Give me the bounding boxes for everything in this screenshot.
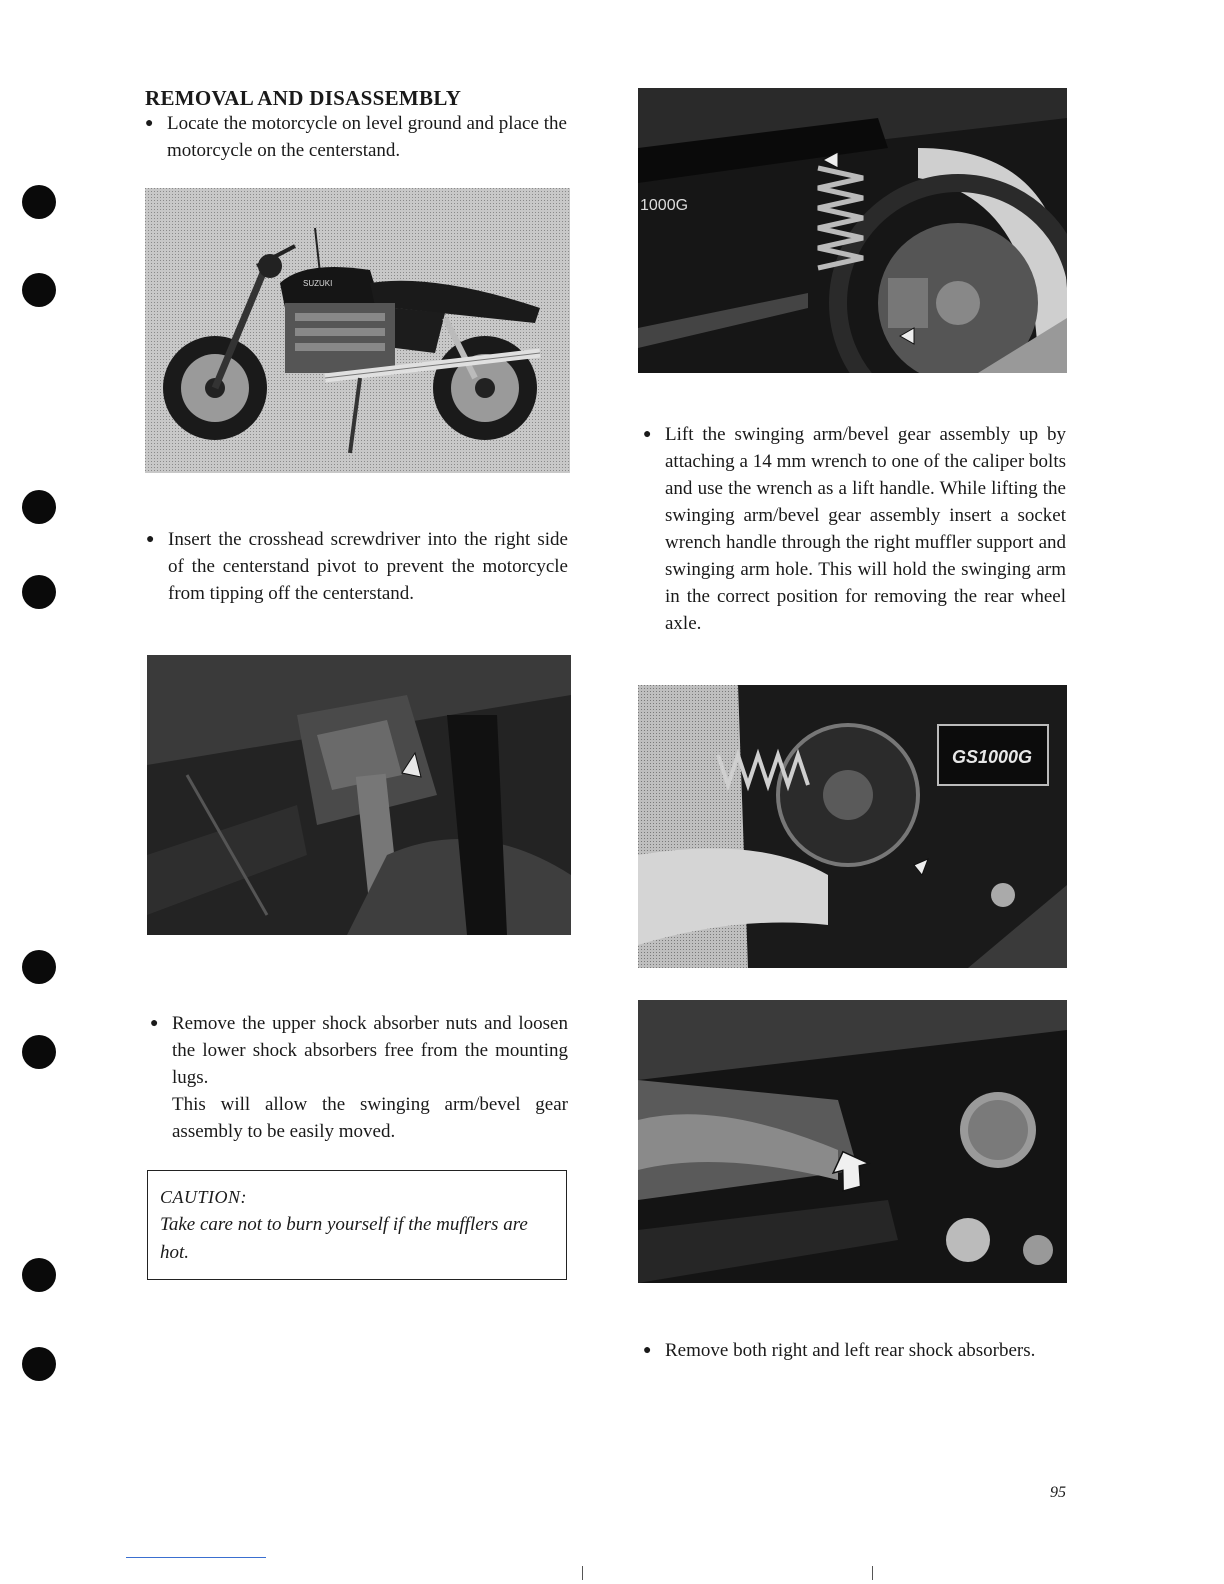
binder-hole	[22, 1035, 56, 1069]
step-text: Locate the motorcycle on level ground and place the motorcycle on the centerstand.	[167, 113, 567, 161]
page-number: 95	[1050, 1484, 1066, 1501]
binder-hole	[22, 273, 56, 307]
step-lift-swinging-arm	[643, 421, 1066, 637]
caution-title: CAUTION:	[160, 1187, 248, 1207]
step-text: Remove both right and left rear shock absorbers.	[665, 1340, 1036, 1361]
binder-hole	[22, 1347, 56, 1381]
tank-logo-text: SUZUKI	[303, 279, 333, 288]
binder-hole	[22, 1258, 56, 1292]
footer-rule	[126, 1557, 266, 1558]
step-remove-upper-shock-nuts	[150, 1010, 568, 1145]
scan-mark	[582, 1566, 583, 1580]
section-heading: REMOVAL AND DISASSEMBLY	[145, 86, 462, 110]
bullet-icon: ●	[150, 1016, 159, 1031]
step-locate-motorcycle	[145, 110, 567, 164]
binder-hole	[22, 575, 56, 609]
photo-centerstand-pivot	[147, 655, 571, 935]
photo-lifting-swinging-arm	[638, 685, 1067, 968]
side-cover-badge-text: GS1000G	[952, 747, 1033, 767]
binder-hole	[22, 490, 56, 524]
step-text: Remove the upper shock absorber nuts and loosen the lower shock absorbers free from the mounting lugs.	[172, 1013, 568, 1088]
step-text: Lift the swinging arm/bevel gear assembly up by attaching a 14 mm wrench to one of the caliper bolts and use the wrench as a lift handle. While lifting the swinging arm/bevel gear assembly insert a socket wrench handle through the right muffler support and swinging arm hole. This will hold the swinging arm in the correct position for removing the rear wheel axle.	[665, 424, 1066, 634]
photo-lower-shock-mount	[638, 1000, 1067, 1283]
step-insert-screwdriver	[146, 526, 568, 607]
photo-rear-shock-upper-mount	[638, 88, 1067, 373]
caution-box	[147, 1170, 567, 1280]
step-remove-rear-shocks	[643, 1337, 1066, 1364]
step-text: Insert the crosshead screwdriver into the right side of the centerstand pivot to prevent the motorcycle from tipping off the centerstand.	[168, 529, 568, 604]
step-text-continued: This will allow the swinging arm/bevel gear assembly to be easily moved.	[172, 1094, 568, 1142]
caution-text: Take care not to burn yourself if the mufflers are hot.	[160, 1214, 528, 1263]
binder-hole	[22, 950, 56, 984]
bullet-icon: ●	[643, 1343, 652, 1358]
binder-hole	[22, 185, 56, 219]
bullet-icon: ●	[146, 532, 155, 547]
photo-motorcycle-side-view	[145, 188, 570, 473]
bullet-icon: ●	[145, 116, 154, 131]
scan-mark	[872, 1566, 873, 1580]
side-cover-badge-partial: 1000G	[640, 197, 689, 214]
bullet-icon: ●	[643, 427, 652, 442]
